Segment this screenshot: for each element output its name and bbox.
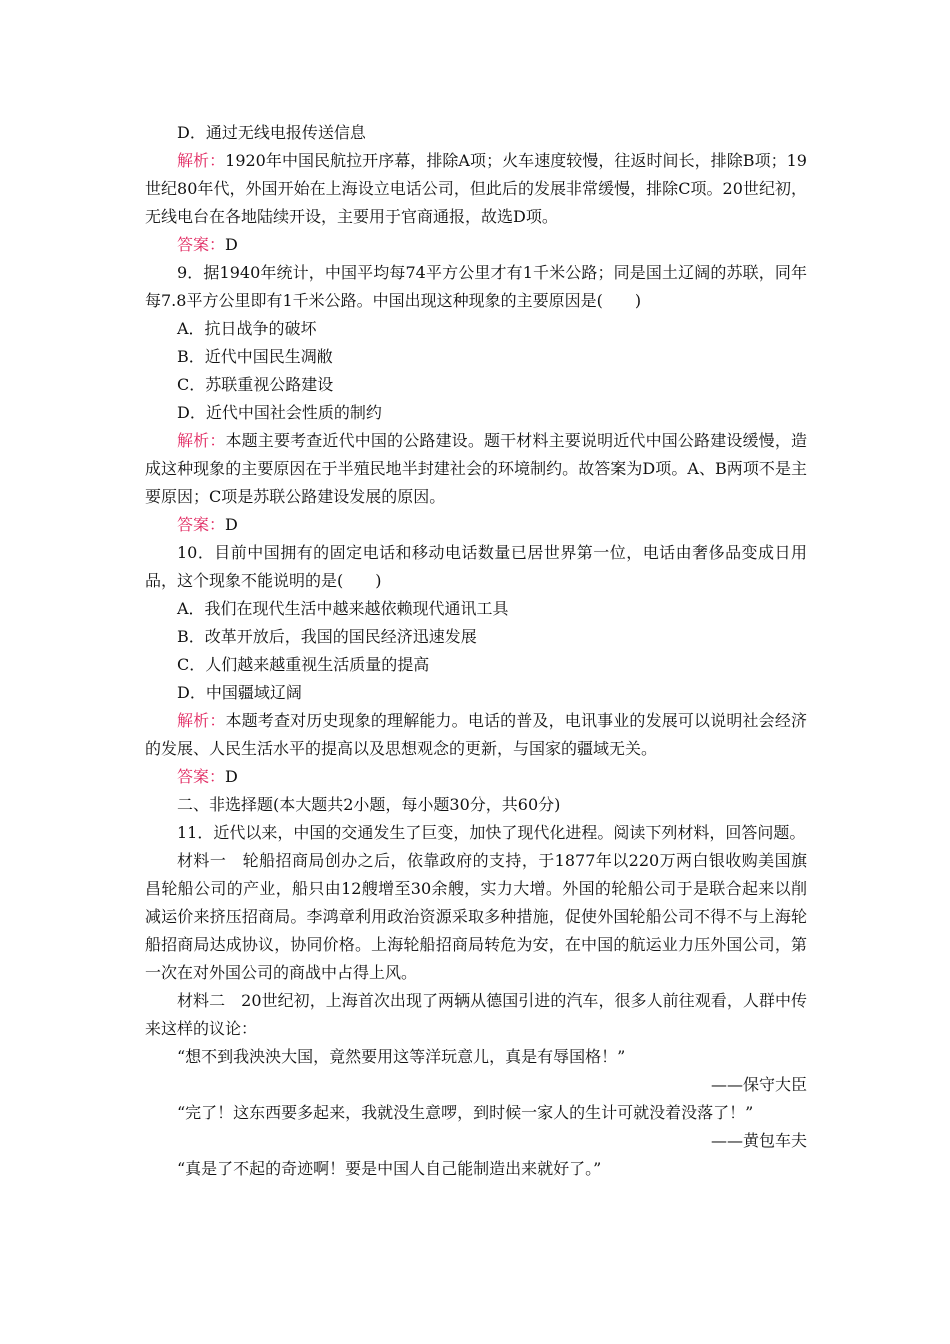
- answer-value: D: [225, 515, 238, 534]
- analysis-text: 本题考查对历史现象的理解能力。电话的普及，电讯事业的发展可以说明社会经济的发展、人民生活水平的提高以及思想观念的更新，与国家的疆域无关。: [145, 711, 807, 758]
- analysis-label: 解析：: [177, 431, 226, 450]
- quote-2-attribution: ——黄包车夫: [710, 1131, 807, 1150]
- answer-value: D: [225, 235, 238, 254]
- q9-stem: 9．据1940年统计，中国平均每74平方公里才有1千米公路；同是国土辽阔的苏联，同年每7.8平方公里即有1千米公路。中国出现这种现象的主要原因是( ): [145, 263, 807, 310]
- q8-analysis: [145, 147, 807, 231]
- q11-material-1: 材料一 轮船招商局创办之后，依靠政府的支持，于1877年以220万两白银收购美国旗昌轮船公司的产业，船只由12艘增至30余艘，实力大增。外国的轮船公司于是联合起来以削减运价来挤压招商局。李鸿章利用政治资源采取多种措施，促使外国轮船公司不得不与上海轮船招商局达成协议，协同价格。上海轮船招商局转危为安，在中国的航运业力压外国公司，第一次在对外国公司的商战中占得上风。: [145, 851, 807, 982]
- q8-option-d: D．通过无线电报传送信息: [177, 123, 366, 142]
- quote-2: “完了！这东西要多起来，我就没生意啰，到时候一家人的生计可就没着没落了！”: [177, 1103, 754, 1122]
- document-body: [145, 119, 807, 1183]
- section-heading: 二、非选择题(本大题共2小题，每小题30分，共60分): [177, 795, 561, 814]
- answer-value: D: [225, 767, 238, 786]
- q10-answer: [145, 763, 807, 791]
- answer-label: 答案：: [177, 767, 226, 786]
- quote-1-attribution: ——保守大臣: [710, 1075, 807, 1094]
- q9-option-b: B．近代中国民生凋敝: [177, 347, 333, 366]
- q9-option-d: D．近代中国社会性质的制约: [177, 403, 382, 422]
- analysis-label: 解析：: [177, 151, 226, 170]
- q10-option-c: C．人们越来越重视生活质量的提高: [177, 655, 430, 674]
- answer-label: 答案：: [177, 235, 226, 254]
- q9-answer: [145, 511, 807, 539]
- q8-answer: [145, 231, 807, 259]
- q11-stem: 11．近代以来，中国的交通发生了巨变，加快了现代化进程。阅读下列材料，回答问题。: [177, 823, 806, 842]
- q11-material-2: 材料二 20世纪初，上海首次出现了两辆从德国引进的汽车，很多人前往观看，人群中传来这样的议论：: [145, 991, 807, 1038]
- quote-3: “真是了不起的奇迹啊！要是中国人自己能制造出来就好了。”: [177, 1159, 602, 1178]
- q10-option-d: D．中国疆域辽阔: [177, 683, 302, 702]
- q10-stem: 10．目前中国拥有的固定电话和移动电话数量已居世界第一位，电话由奢侈品变成日用品，这个现象不能说明的是( ): [145, 543, 807, 590]
- answer-label: 答案：: [177, 515, 226, 534]
- q9-option-c: C．苏联重视公路建设: [177, 375, 334, 394]
- analysis-text: 本题主要考查近代中国的公路建设。题干材料主要说明近代中国公路建设缓慢，造成这种现象的主要原因在于半殖民地半封建社会的环境制约。故答案为D项。A、B两项不是主要原因；C项是苏联公路建设发展的原因。: [145, 431, 807, 506]
- quote-1: “想不到我泱泱大国，竟然要用这等洋玩意儿，真是有辱国格！”: [177, 1047, 626, 1066]
- q10-analysis: [145, 707, 807, 763]
- q10-option-a: A．我们在现代生活中越来越依赖现代通讯工具: [177, 599, 509, 618]
- q9-analysis: [145, 427, 807, 511]
- analysis-text: 1920年中国民航拉开序幕，排除A项；火车速度较慢，往返时间长，排除B项；19世纪80年代，外国开始在上海设立电话公司，但此后的发展非常缓慢，排除C项。20世纪初，无线电台在各地陆续开设，主要用于官商通报，故选D项。: [145, 151, 807, 226]
- q10-option-b: B．改革开放后，我国的国民经济迅速发展: [177, 627, 477, 646]
- analysis-label: 解析：: [177, 711, 226, 730]
- q9-option-a: A．抗日战争的破坏: [177, 319, 317, 338]
